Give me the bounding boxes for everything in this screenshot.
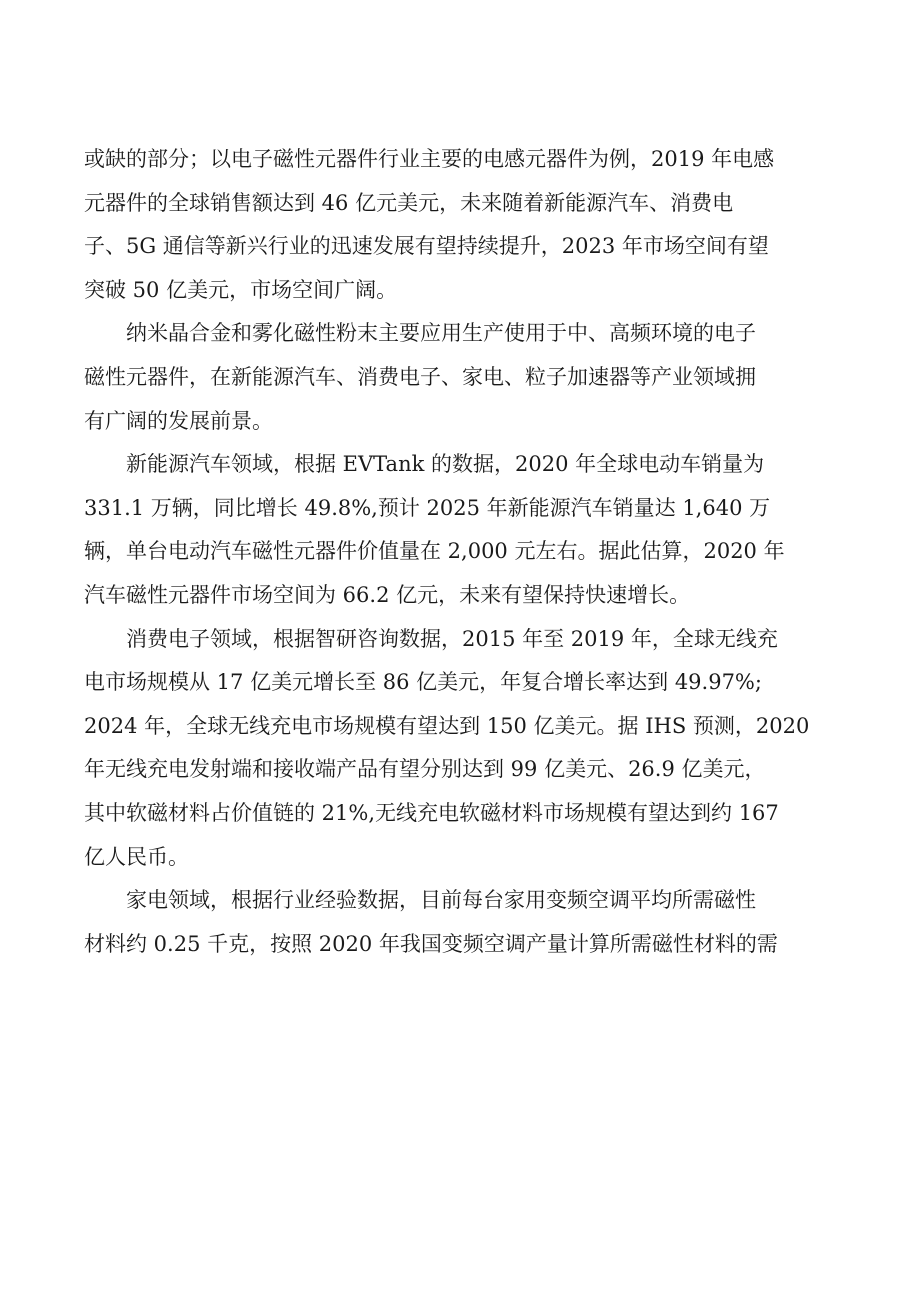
paragraph-5 xyxy=(84,879,840,966)
text-line: 突破 50 亿美元，市场空间广阔。 xyxy=(84,277,398,302)
text-line: 或缺的部分；以电子磁性元器件行业主要的电感元器件为例，2019 年电感 xyxy=(84,147,775,171)
text-line: 消费电子领域，根据智研咨询数据，2015 年至 2019 年，全球无线充 xyxy=(126,626,778,651)
text-line: 元器件的全球销售额达到 46 亿元美元，未来随着新能源汽车、消费电 xyxy=(84,190,734,215)
text-line: 有广阔的发展前景。 xyxy=(84,408,273,433)
paragraph-2 xyxy=(84,312,840,443)
text-line: 纳米晶合金和雾化磁性粉末主要应用生产使用于中、高频环境的电子 xyxy=(126,321,756,346)
paragraph-1 xyxy=(84,138,840,312)
text-line: 辆，单台电动汽车磁性元器件价值量在 2,000 元左右。据此估算，2020 年 xyxy=(84,539,785,564)
text-line: 家电领域，根据行业经验数据，目前每台家用变频空调平均所需磁性 xyxy=(126,888,756,913)
text-line: 亿人民币。 xyxy=(84,844,189,869)
text-line: 电市场规模从 17 亿美元增长至 86 亿美元，年复合增长率达到 49.97%; xyxy=(84,670,762,695)
text-line: 2024 年，全球无线充电市场规模有望达到 150 亿美元。据 IHS 预测，2020 xyxy=(84,713,810,738)
text-line: 新能源汽车领域，根据 EVTank 的数据，2020 年全球电动车销量为 xyxy=(126,452,765,477)
text-line: 331.1 万辆，同比增长 49.8%,预计 2025 年新能源汽车销量达 1,640 万 xyxy=(84,495,771,520)
text-line: 材料约 0.25 千克，按照 2020 年我国变频空调产量计算所需磁性材料的需 xyxy=(84,931,778,956)
text-line: 其中软磁材料占价值链的 21%,无线充电软磁材料市场规模有望达到约 167 xyxy=(84,800,779,825)
text-line: 磁性元器件，在新能源汽车、消费电子、家电、粒子加速器等产业领域拥 xyxy=(84,364,756,389)
document-body xyxy=(84,138,840,966)
text-line: 年无线充电发射端和接收端产品有望分别达到 99 亿美元、26.9 亿美元， xyxy=(84,757,766,782)
paragraph-4 xyxy=(84,618,840,880)
paragraph-3 xyxy=(84,443,840,617)
text-line: 子、5G 通信等新兴行业的迅速发展有望持续提升，2023 年市场空间有望 xyxy=(84,234,769,259)
text-line: 汽车磁性元器件市场空间为 66.2 亿元，未来有望保持快速增长。 xyxy=(84,582,691,607)
